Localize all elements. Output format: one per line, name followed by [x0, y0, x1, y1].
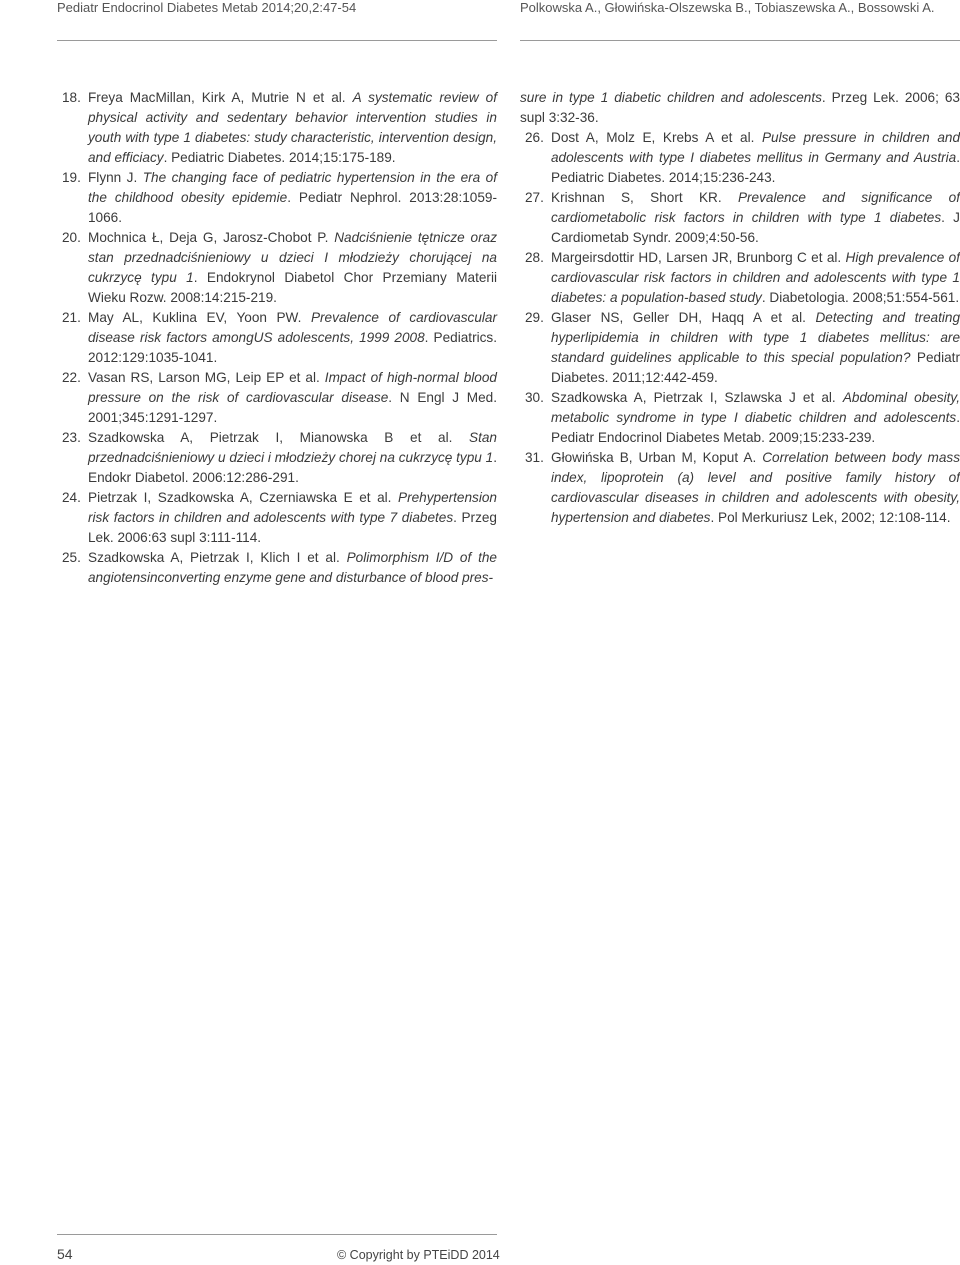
header-divider-right — [520, 40, 960, 41]
reference-authors: Flynn J. — [88, 170, 143, 185]
reference-source: . Pediatric Diabetes. 2014;15:175-189. — [163, 150, 396, 165]
reference-authors: Pietrzak I, Szadkowska A, Czerniawska E et al. — [88, 490, 398, 505]
reference-title: High prevalence of cardiovascular risk factors in children and adolescents with type 1 diabetes: a population-based study — [551, 250, 960, 305]
reference-number: 29. — [525, 310, 544, 325]
reference-title: Nadciśnienie tętnicze oraz stan przednadciśnieniowy u dzieci I młodzieży chorującej na cukrzycę typu 1 — [88, 230, 497, 285]
reference-item — [520, 388, 960, 448]
page-number: 54 — [57, 1246, 73, 1262]
reference-item — [57, 488, 497, 548]
reference-number: 23. — [62, 430, 81, 445]
reference-title: Prevalence and significance of cardiometabolic risk factors in children with type 1 diabetes — [551, 190, 960, 225]
reference-source: . Endokrynol Diabetol Chor Przemiany Materii Wieku Rozw. 2008:14:215-219. — [88, 270, 497, 305]
references-column-right — [520, 88, 960, 528]
reference-source: . Pediatr Endocrinol Diabetes Metab. 2009;15:233-239. — [551, 410, 960, 445]
reference-title: Impact of high-normal blood pressure on the risk of cardiovascular disease — [88, 370, 497, 405]
running-header-authors: Polkowska A., Głowińska-Olszewska B., Tobiaszewska A., Bossowski A. — [520, 0, 935, 15]
reference-source: . Pediatric Diabetes. 2014;15:236-243. — [551, 150, 960, 185]
reference-authors: Krishnan S, Short KR. — [551, 190, 738, 205]
reference-title: sure in type 1 diabetic children and adolescents — [520, 90, 822, 105]
reference-authors: Mochnica Ł, Deja G, Jarosz-Chobot P. — [88, 230, 335, 245]
reference-item — [520, 308, 960, 388]
reference-authors: Glaser NS, Geller DH, Haqq A et al. — [551, 310, 816, 325]
reference-item — [57, 368, 497, 428]
reference-item — [57, 168, 497, 228]
reference-authors: May AL, Kuklina EV, Yoon PW. — [88, 310, 311, 325]
reference-item — [520, 188, 960, 248]
reference-source: . Pol Merkuriusz Lek, 2002; 12:108-114. — [710, 510, 951, 525]
reference-number: 27. — [525, 190, 544, 205]
reference-number: 31. — [525, 450, 544, 465]
reference-item — [520, 248, 960, 308]
reference-authors: Vasan RS, Larson MG, Leip EP et al. — [88, 370, 325, 385]
reference-item — [57, 228, 497, 308]
reference-source: . Endokr Diabetol. 2006:12:286-291. — [88, 450, 497, 485]
reference-authors: Szadkowska A, Pietrzak I, Szlawska J et al. — [551, 390, 843, 405]
reference-continuation — [520, 88, 960, 128]
reference-source: Pediatr Diabetes. 2011;12:442-459. — [551, 350, 960, 385]
reference-number: 26. — [525, 130, 544, 145]
reference-item — [57, 428, 497, 488]
reference-item — [57, 308, 497, 368]
reference-title: Pulse pressure in children and adolescents with type I diabetes mellitus in Germany and Austria — [551, 130, 960, 165]
reference-authors: Szadkowska A, Pietrzak I, Mianowska B et al. — [88, 430, 470, 445]
reference-title: The changing face of pediatric hypertension in the era of the childhood obesity epidemie — [88, 170, 497, 205]
reference-item — [57, 548, 497, 588]
reference-number: 21. — [62, 310, 81, 325]
running-header-journal: Pediatr Endocrinol Diabetes Metab 2014;20,2:47-54 — [57, 0, 357, 15]
reference-number: 19. — [62, 170, 81, 185]
reference-source: . Diabetologia. 2008;51:554-561. — [761, 290, 960, 305]
reference-source: . Przeg Lek. 2006:63 supl 3:111-114. — [88, 510, 497, 545]
reference-item — [520, 128, 960, 188]
reference-number: 24. — [62, 490, 81, 505]
reference-source: . Pediatrics. 2012:129:1035-1041. — [88, 330, 497, 365]
reference-authors: Dost A, Molz E, Krebs A et al. — [551, 130, 762, 145]
reference-title: Stan przednadciśnieniowy u dzieci i młodzieży chorej na cukrzycę typu 1 — [88, 430, 497, 465]
reference-source: . J Cardiometab Syndr. 2009;4:50-56. — [551, 210, 960, 245]
reference-title: A systematic review of physical activity and sedentary behavior intervention studies in youth with type 1 diabetes: study characteristic, intervention design, and efficiacy — [88, 90, 497, 165]
reference-source: . Przeg Lek. 2006; 63 supl 3:32-36. — [520, 90, 960, 125]
reference-title: Polimorphism I/D of the angiotensinconverting enzyme gene and disturbance of blood pres- — [88, 550, 497, 585]
reference-item — [520, 448, 960, 528]
header-divider-left — [57, 40, 497, 41]
reference-number: 25. — [62, 550, 81, 565]
reference-number: 22. — [62, 370, 81, 385]
reference-item — [57, 88, 497, 168]
reference-source: . N Engl J Med. 2001;345:1291-1297. — [88, 390, 497, 425]
footer-divider — [57, 1234, 497, 1235]
reference-source: . Pediatr Nephrol. 2013:28:1059-1066. — [88, 190, 497, 225]
reference-title: Abdominal obesity, metabolic syndrome in type I diabetic children and adolescents — [551, 390, 960, 425]
reference-number: 20. — [62, 230, 81, 245]
reference-number: 28. — [525, 250, 544, 265]
reference-authors: Freya MacMillan, Kirk A, Mutrie N et al. — [88, 90, 353, 105]
copyright-notice: © Copyright by PTEiDD 2014 — [337, 1248, 500, 1262]
reference-title: Prevalence of cardiovascular disease risk factors amongUS adolescents, 1999 2008 — [88, 310, 498, 345]
reference-title: Detecting and treating hyperlipidemia in children with type 1 diabetes mellitus: are standard guidelines applicable to this special population? — [551, 310, 960, 365]
reference-title: Correlation between body mass index, lipoprotein (a) level and positive family history of cardiovascular diseases in children and adolescents with obesity, hypertension and diabetes — [551, 450, 960, 525]
reference-number: 18. — [62, 90, 81, 105]
reference-number: 30. — [525, 390, 544, 405]
reference-title: Prehypertension risk factors in children and adolescents with type 7 diabetes — [88, 490, 497, 525]
reference-authors: Głowińska B, Urban M, Koput A. — [551, 450, 763, 465]
reference-authors: Szadkowska A, Pietrzak I, Klich I et al. — [88, 550, 347, 565]
reference-authors: Margeirsdottir HD, Larsen JR, Brunborg C et al. — [551, 250, 846, 265]
references-column-left — [57, 88, 497, 588]
